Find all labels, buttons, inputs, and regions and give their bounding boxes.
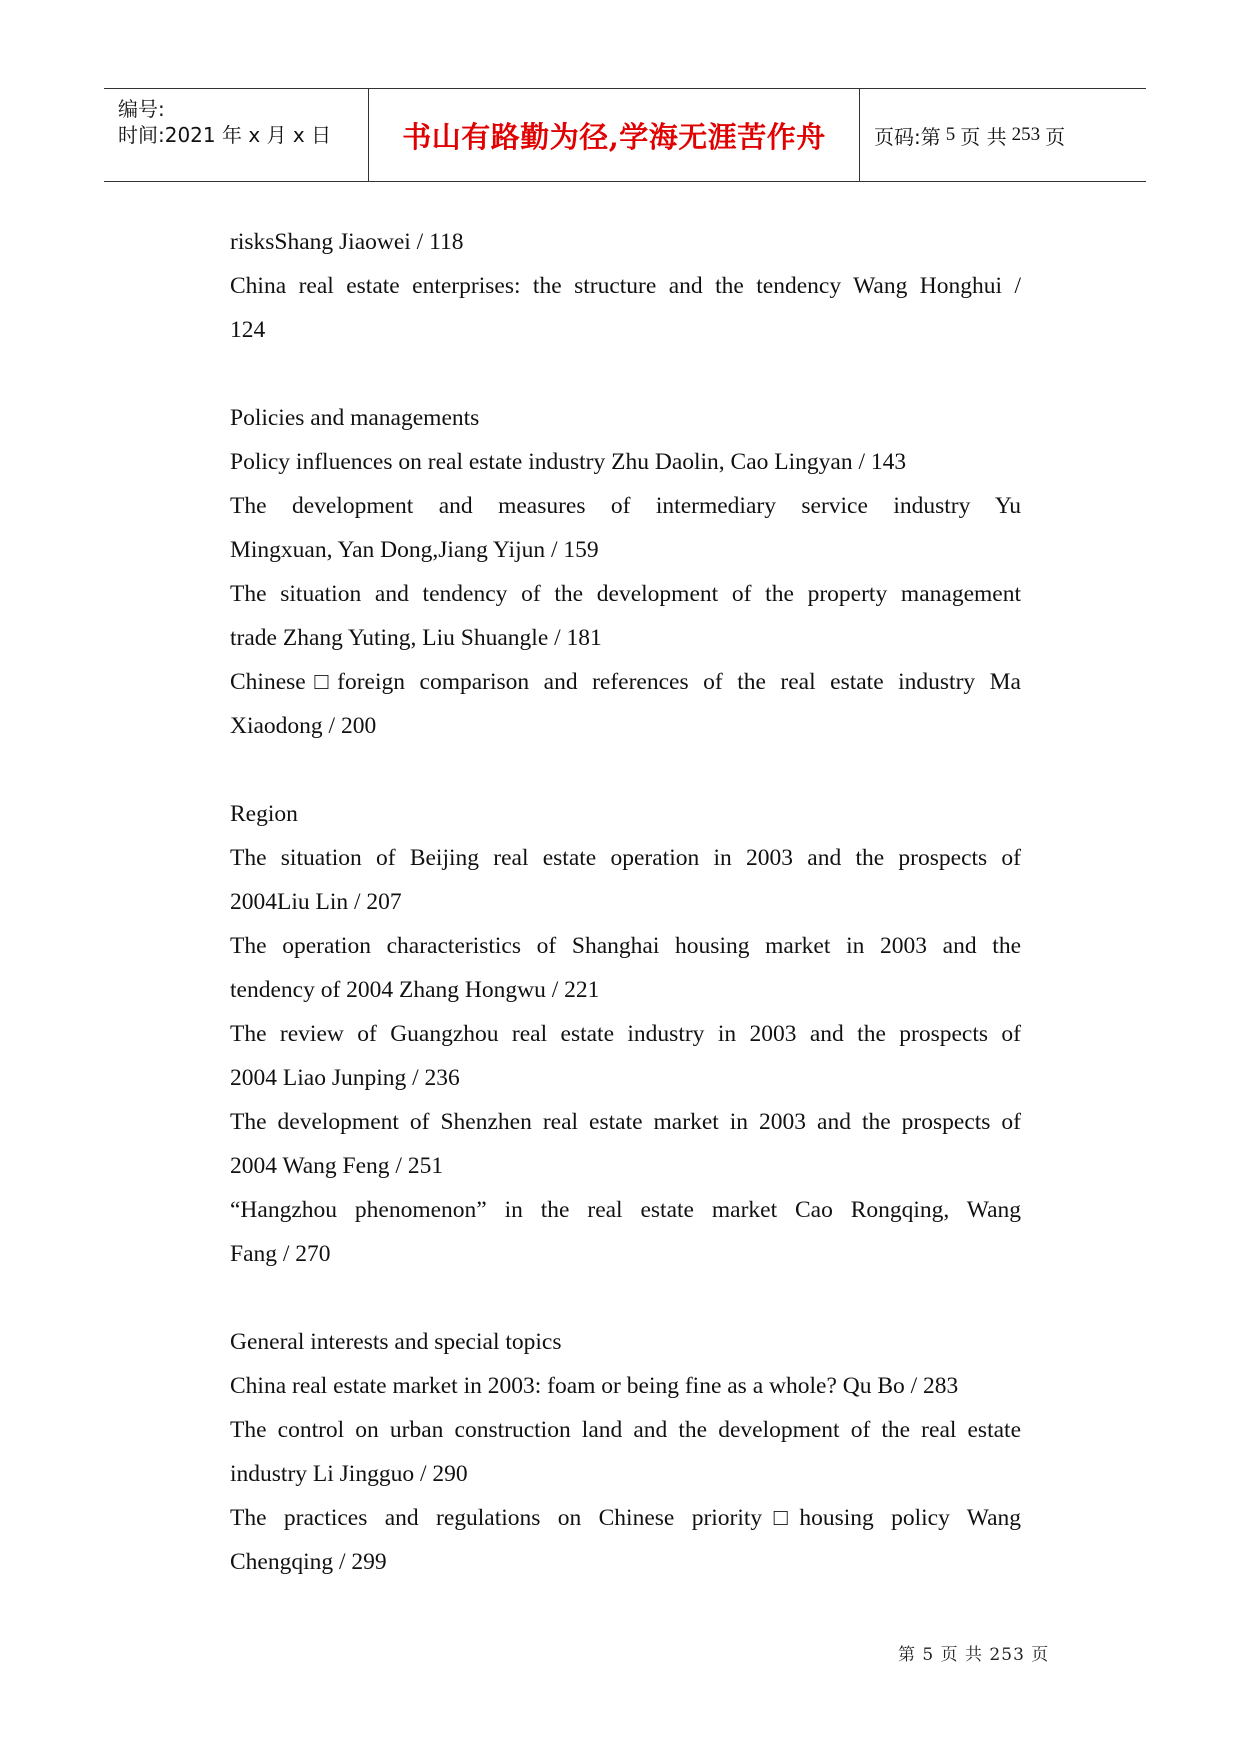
toc-line: Chengqing / 299 [230,1549,387,1575]
toc-line: “Hangzhou phenomenon” in the real estate market Cao Rongqing, Wang [230,1197,1021,1223]
toc-line: Policy influences on real estate industry Zhu Daolin, Cao Lingyan / 143 [230,449,907,475]
toc-line: China real estate market in 2003: foam or being fine as a whole? Qu Bo / 283 [230,1373,959,1399]
page-total-number: 253 [1011,124,1041,145]
section-spacer [230,1276,1021,1320]
toc-line: 2004 Wang Feng / 251 [230,1153,444,1179]
toc-line: The review of Guangzhou real estate industry in 2003 and the prospects of [230,1021,1021,1047]
header-id-cell [104,89,369,181]
toc-line: General interests and special topics [230,1329,562,1355]
toc-line: industry Li Jingguo / 290 [230,1461,468,1487]
page-suffix-label: 页 [1045,124,1066,149]
header-page-cell [860,89,1146,181]
toc-line: 124 [230,317,266,343]
table-of-contents [230,220,1021,1584]
page-footer: 第 5 页 共 253 页 [898,1645,1050,1665]
header-motto: 书山有路勤为径,学海无涯苦作舟 [402,119,826,154]
page-mid-label: 页 共 [960,124,1007,149]
toc-line: The operation characteristics of Shanghai housing market in 2003 and the [230,933,1021,959]
toc-line: Chinese□foreign comparison and references of the real estate industry Ma [230,669,1021,695]
toc-line: China real estate enterprises: the structure and the tendency Wang Honghui / [230,273,1021,299]
document-number-label: 编号: [118,97,165,121]
toc-line: Xiaodong / 200 [230,713,377,739]
toc-line: Region [230,801,298,827]
toc-line: The development and measures of intermediary service industry Yu [230,493,1021,519]
page-header [104,88,1146,182]
toc-line: Fang / 270 [230,1241,331,1267]
document-date-label: 时间:2021 年 x 月 x 日 [118,123,332,147]
section-spacer [230,748,1021,792]
page-prefix-label: 页码:第 [874,124,941,149]
toc-line: The development of Shenzhen real estate market in 2003 and the prospects of [230,1109,1021,1135]
section-spacer [230,352,1021,396]
toc-line: tendency of 2004 Zhang Hongwu / 221 [230,977,600,1003]
toc-line: 2004Liu Lin / 207 [230,889,402,915]
toc-line: Mingxuan, Yan Dong,Jiang Yijun / 159 [230,537,599,563]
header-motto-cell [369,89,860,181]
toc-line: The practices and regulations on Chinese priority□housing policy Wang [230,1505,1021,1531]
toc-line: 2004 Liao Junping / 236 [230,1065,460,1091]
toc-line: The control on urban construction land and the development of the real estate [230,1417,1021,1443]
toc-line: trade Zhang Yuting, Liu Shuangle / 181 [230,625,602,651]
page-current-number: 5 [945,124,956,145]
toc-line: Policies and managements [230,405,480,431]
toc-line: The situation of Beijing real estate operation in 2003 and the prospects of [230,845,1021,871]
toc-line: risksShang Jiaowei / 118 [230,229,464,255]
toc-line: The situation and tendency of the development of the property management [230,581,1021,607]
